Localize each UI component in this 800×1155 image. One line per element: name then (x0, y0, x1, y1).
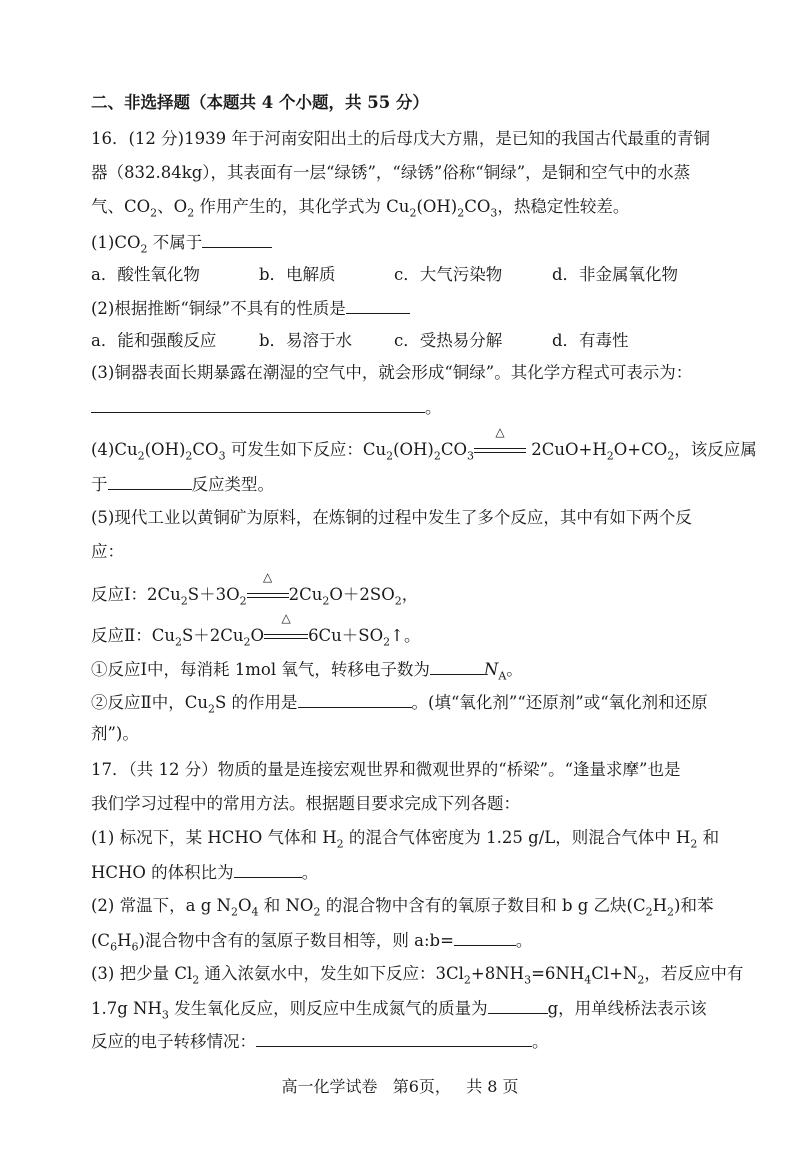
footer-total-pages: 共 8 页 (466, 1077, 519, 1096)
option-b: b．电解质 (259, 265, 336, 284)
option-d: d．有毒性 (552, 331, 629, 350)
q16-intro-line-3: 气、$CO_2$、$O_2$ 作用产生的，其化学式为 $Cu_2(OH)_2CO_3$，热稳定性较差。 (91, 197, 630, 220)
heating-equals-sign: △ (247, 584, 289, 606)
q16-subq-2-line-1: ②反应Ⅱ中，$Cu_2S$ 的作用是 。(填“氧化剂”“还原剂”或“氧化剂和还原 (91, 693, 708, 716)
option-d: d．非金属氧化物 (552, 265, 679, 284)
q16-part5-line-1: (5)现代工业以黄铜矿为原料，在炼铜的过程中发生了多个反应，其中有如下两个反 (91, 508, 692, 527)
heating-equals-sign: △ (474, 439, 526, 461)
answer-blank[interactable] (454, 929, 516, 946)
q16-part2-options (91, 330, 740, 352)
q16-part3-stem: (3)铜器表面长期暴露在潮湿的空气中，就会形成“铜绿”。其化学方程式可表示为： (91, 363, 693, 382)
q17-part1-line-1: (1) 标况下，某 HCHO 气体和 $H_2$ 的混合气体密度为 1.25 g/L，则混合气体中 $H_2$ 和 (91, 828, 720, 851)
answer-blank[interactable] (298, 691, 412, 708)
answer-blank[interactable] (91, 396, 425, 413)
q16-part4-line-1: $(4)Cu_2(OH)_2CO_3$ 可发生如下反应：$Cu_2(OH)_2CO_3$ △ $2CuO+H_2O+CO_2$，该反应属 (91, 425, 757, 463)
answer-blank[interactable] (430, 658, 484, 675)
q16-subq-1: ①反应Ⅰ中，每消耗 1mol 氧气，转移电子数为 $N_A$。 (91, 660, 523, 683)
q16-part2-stem: (2)根据推断“铜绿”不具有的性质是 (91, 297, 740, 320)
q17-part2-line-1: (2) 常温下，a g $N_2O_4$ 和 $NO_2$ 的混合物中含有的氧原子数目和 b g 乙炔$(C_2H_2)$和苯 (91, 896, 714, 919)
option-a: a．能和强酸反应 (91, 331, 217, 350)
q16-intro-line-1: 16．(12 分)1939 年于河南安阳出土的后母戊大方鼎，是已知的我国古代最重的青铜 (91, 129, 710, 148)
q16-part1-options (91, 264, 740, 286)
answer-blank[interactable] (202, 231, 272, 248)
q17-intro-line-2: 我们学习过程中的常用方法。根据题目要求完成下列各题： (91, 794, 520, 813)
answer-blank[interactable] (346, 297, 410, 314)
q17-part3-line-2: 1.7g $NH_3$ 发生氧化反应，则反应中生成氮气的质量为 g，用单线桥法表示该 (91, 999, 707, 1022)
page-footer (0, 1074, 800, 1097)
q17-part2-line-2: $(C_6H_6)$混合物中含有的氢原子数目相等，则 a:b= 。 (91, 931, 533, 954)
q16-part1-stem: $(1)CO_2$ 不属于 (91, 231, 740, 260)
q16-part4-line-2: 于 反应类型。 (91, 475, 274, 494)
option-c: c．受热易分解 (394, 331, 503, 350)
footer-page-number: 第6页， (392, 1077, 451, 1096)
q17-part1-line-2: HCHO 的体积比为 。 (91, 863, 319, 882)
q16-intro-line-2: 器（832.84kg），其表面有一层“绿锈”，“绿锈”俗称“铜绿”，是铜和空气中的水蒸 (91, 163, 691, 182)
answer-blank[interactable] (256, 1030, 532, 1047)
q17-part3-line-3: 反应的电子转移情况： 。 (91, 1032, 549, 1051)
reaction-2: 反应Ⅱ：$Cu_2S+2Cu_2O$ △ $6Cu+SO_2↑$。 (91, 611, 421, 649)
answer-blank[interactable] (488, 997, 548, 1014)
q16-subq-2-line-2: 剂”)。 (91, 724, 139, 743)
answer-blank[interactable] (234, 861, 302, 878)
q16-part3-answer-line: 。 (91, 396, 740, 419)
q17-intro-line-1: 17．（共 12 分）物质的量是连接宏观世界和微观世界的“桥梁”。“逢量求摩”也是 (91, 760, 681, 779)
answer-blank[interactable] (108, 473, 192, 490)
q16-part5-line-2: 应： (91, 542, 124, 561)
option-c: c．大气污染物 (394, 265, 503, 284)
heating-equals-sign: △ (264, 625, 308, 647)
reaction-1: 反应Ⅰ：$2Cu_2S+3O_2$ △ $2Cu_2O+2SO_2$， (91, 570, 419, 608)
section-title: 二、非选择题（本题共 4 个小题，共 55 分） (91, 93, 429, 112)
option-a: a．酸性氧化物 (91, 265, 200, 284)
footer-course: 高一化学试卷 (281, 1077, 378, 1096)
option-b: b．易溶于水 (259, 331, 353, 350)
q17-part3-line-1: (3) 把少量 $Cl_2$ 通入浓氨水中，发生如下反应：$3Cl_2+8NH_3=6NH_4Cl+N_2$，若反应中有 (91, 964, 744, 987)
